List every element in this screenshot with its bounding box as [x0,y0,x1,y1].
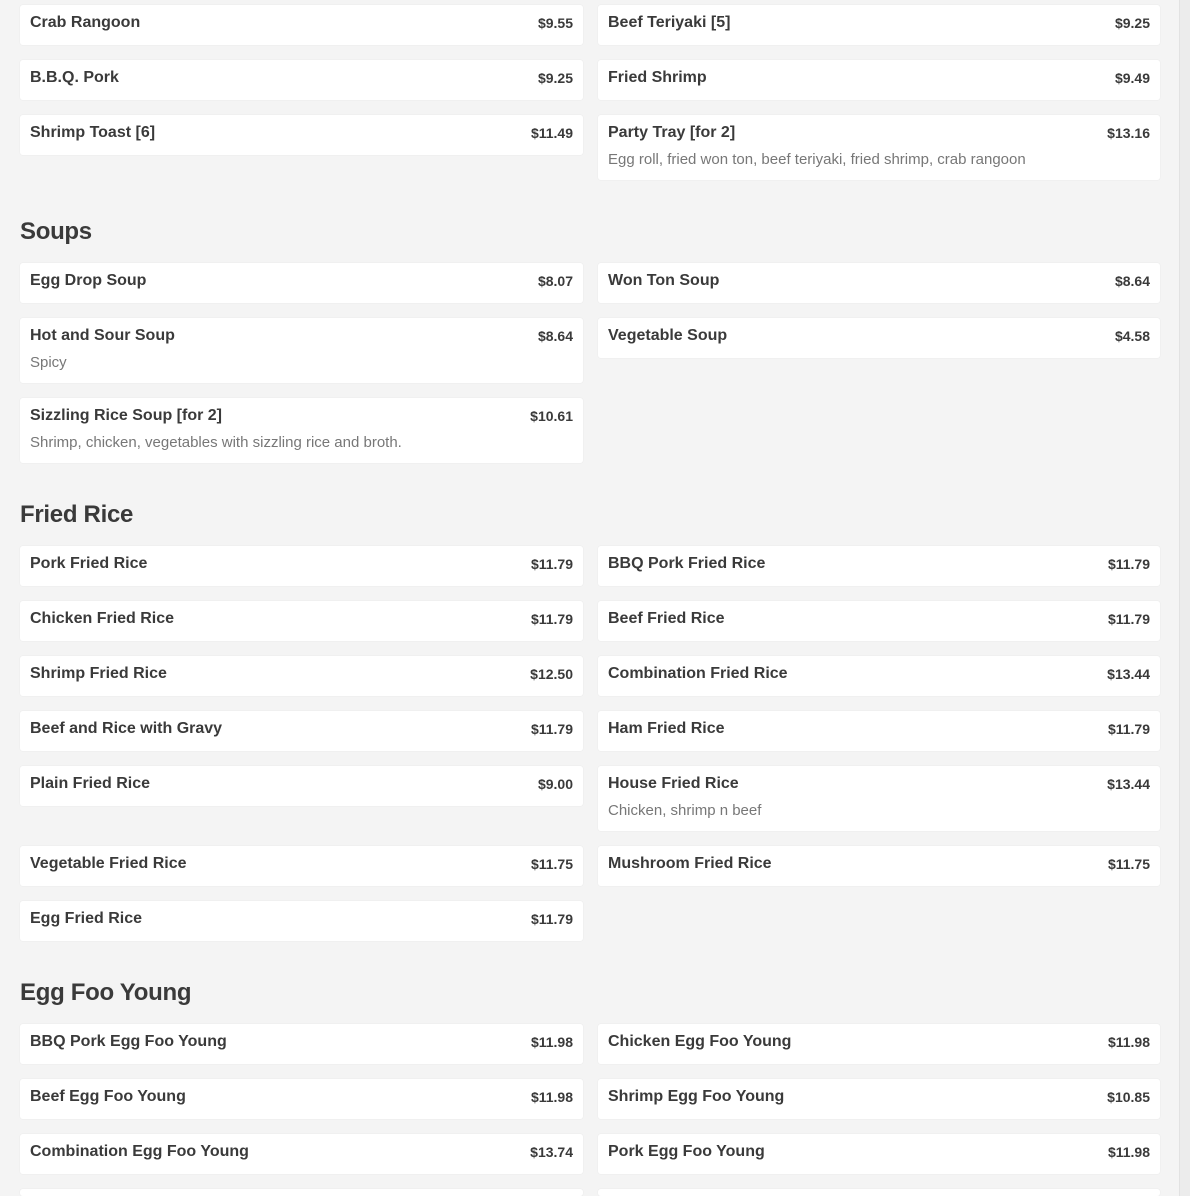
item-price: $11.98 [1107,1034,1150,1050]
item-name: Combination Egg Foo Young [30,1143,249,1160]
menu-item-card[interactable] [598,711,1160,751]
item-name: BBQ Pork Fried Rice [608,555,766,572]
menu-item-card[interactable] [598,115,1160,180]
item-price: $4.58 [1114,328,1150,344]
section-title-egg-foo-young: Egg Foo Young [20,979,192,1006]
item-price: $11.98 [530,1034,573,1050]
item-price: $11.98 [530,1089,573,1105]
item-price: $11.79 [530,911,573,927]
item-price: $13.44 [1107,776,1150,792]
item-price: $11.79 [1107,721,1150,737]
section-title-soups: Soups [20,218,92,245]
item-name: Sizzling Rice Soup [for 2] [30,407,223,424]
item-price: $9.25 [537,70,573,86]
item-name: Beef and Rice with Gravy [30,720,223,737]
page-scrollbar[interactable] [1179,0,1190,1196]
menu-item-card[interactable] [20,656,583,696]
menu-item-card[interactable] [20,766,583,806]
menu-item-card[interactable] [598,1134,1160,1174]
menu-item-card[interactable] [20,1079,583,1119]
menu-item-card[interactable] [20,846,583,886]
menu-item-card[interactable] [20,601,583,641]
item-name: House Fried Rice [608,775,739,792]
item-name: Combination Fried Rice [608,665,788,682]
item-price: $11.75 [530,856,573,872]
menu-item-card[interactable] [20,1024,583,1064]
item-price: $10.61 [530,408,573,424]
item-name: Beef Egg Foo Young [30,1088,186,1105]
item-name: Fried Shrimp [608,69,707,86]
menu-item-card[interactable] [20,711,583,751]
item-price: $13.74 [530,1144,573,1160]
item-name: Crab Rangoon [30,14,141,31]
item-name: Shrimp Toast [6] [30,124,156,141]
menu-item-card[interactable] [598,60,1160,100]
section-title-fried-rice: Fried Rice [20,501,134,528]
menu-item-card[interactable] [20,1189,583,1196]
menu-item-card[interactable] [598,766,1160,831]
item-name: Shrimp Egg Foo Young [608,1088,785,1105]
menu-item-card[interactable] [20,115,583,155]
item-name: Vegetable Fried Rice [30,855,187,872]
menu-item-card[interactable] [20,546,583,586]
item-price: $11.49 [530,125,573,141]
item-name: Shrimp Fried Rice [30,665,167,682]
item-description: Spicy [30,354,67,371]
item-price: $11.79 [1107,611,1150,627]
item-price: $11.79 [530,556,573,572]
item-price: $11.79 [1107,556,1150,572]
item-price: $8.64 [1114,273,1150,289]
item-name: Chicken Fried Rice [30,610,175,627]
menu-item-card[interactable] [598,601,1160,641]
menu-item-card[interactable] [598,5,1160,45]
menu-item-card[interactable] [20,1134,583,1174]
menu-item-card[interactable] [20,263,583,303]
menu-item-card[interactable] [20,60,583,100]
menu-item-card[interactable] [20,398,583,463]
item-name: Hot and Sour Soup [30,327,175,344]
item-name: Ham Fried Rice [608,720,725,737]
menu-item-card[interactable] [20,901,583,941]
item-price: $11.79 [530,721,573,737]
item-description: Chicken, shrimp n beef [608,802,762,819]
menu-item-card[interactable] [598,546,1160,586]
menu-item-card[interactable] [598,656,1160,696]
item-name: Beef Teriyaki [5] [608,14,731,31]
menu-item-card[interactable] [598,1024,1160,1064]
item-name: Chicken Egg Foo Young [608,1033,792,1050]
item-price: $10.85 [1107,1089,1150,1105]
menu-item-card[interactable] [598,263,1160,303]
item-name: Vegetable Soup [608,327,728,344]
menu-item-card[interactable] [20,5,583,45]
item-name: Party Tray [for 2] [608,124,736,141]
menu-item-card[interactable] [598,1079,1160,1119]
menu-item-card[interactable] [598,846,1160,886]
item-name: Pork Fried Rice [30,555,148,572]
item-name: Pork Egg Foo Young [608,1143,765,1160]
item-description: Shrimp, chicken, vegetables with sizzling rice and broth. [30,434,402,451]
item-price: $11.79 [530,611,573,627]
item-description: Egg roll, fried won ton, beef teriyaki, fried shrimp, crab rangoon [608,151,1026,168]
item-name: BBQ Pork Egg Foo Young [30,1033,227,1050]
item-price: $8.07 [537,273,573,289]
item-name: B.B.Q. Pork [30,69,119,86]
item-price: $13.16 [1107,125,1150,141]
item-name: Won Ton Soup [608,272,720,289]
item-name: Beef Fried Rice [608,610,725,627]
item-price: $9.49 [1114,70,1150,86]
item-price: $9.00 [537,776,573,792]
item-price: $9.25 [1114,15,1150,31]
menu-item-card[interactable] [598,1189,1160,1196]
item-price: $9.55 [537,15,573,31]
item-name: Egg Drop Soup [30,272,147,289]
item-price: $13.44 [1107,666,1150,682]
menu-item-card[interactable] [20,318,583,383]
item-price: $11.98 [1107,1144,1150,1160]
item-name: Mushroom Fried Rice [608,855,772,872]
item-price: $11.75 [1107,856,1150,872]
item-name: Plain Fried Rice [30,775,151,792]
item-price: $8.64 [537,328,573,344]
item-price: $12.50 [530,666,573,682]
menu-item-card[interactable] [598,318,1160,358]
item-name: Egg Fried Rice [30,910,143,927]
